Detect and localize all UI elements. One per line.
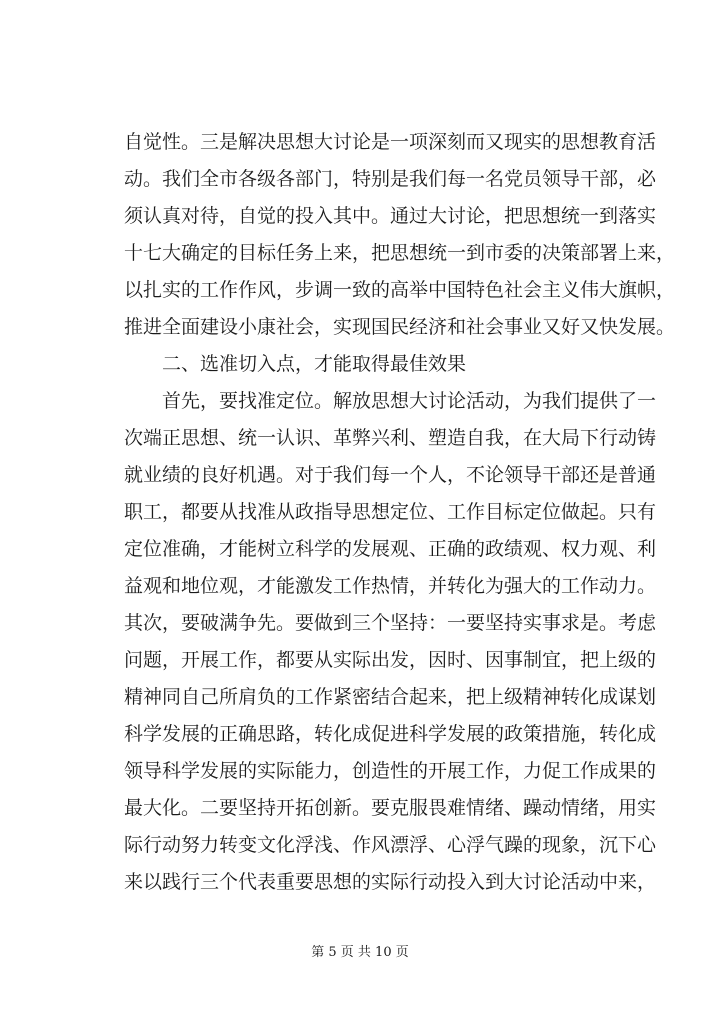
paragraph-line: 就业绩的良好机遇。对于我们每一个人，不论领导干部还是普通 bbox=[124, 464, 657, 486]
paragraph-line: 科学发展的正确思路，转化成促进科学发展的政策措施，转化成 bbox=[124, 723, 657, 745]
paragraph-line: 际行动努力转变文化浮浅、作风漂浮、心浮气躁的现象，沉下心 bbox=[124, 834, 657, 856]
section-heading: 二、选准切入点，才能取得最佳效果 bbox=[162, 353, 467, 375]
paragraph-line: 最大化。二要坚持开拓创新。要克服畏难情绪、躁动情绪，用实 bbox=[124, 797, 657, 819]
paragraph-line: 推进全面建设小康社会，实现国民经济和社会事业又好又快发展。 bbox=[124, 316, 676, 338]
paragraph-line: 十七大确定的目标任务上来，把思想统一到市委的决策部署上来， bbox=[124, 242, 676, 264]
paragraph-line: 须认真对待，自觉的投入其中。通过大讨论，把思想统一到落实 bbox=[124, 205, 657, 227]
paragraph-line: 动。我们全市各级各部门，特别是我们每一名党员领导干部，必 bbox=[124, 168, 657, 190]
page-footer: 第 5 页 共 10 页 bbox=[311, 945, 409, 960]
paragraph-line: 次端正思想、统一认识、革弊兴利、塑造自我，在大局下行动铸 bbox=[124, 427, 657, 449]
paragraph-line: 定位准确，才能树立科学的发展观、正确的政绩观、权力观、利 bbox=[124, 538, 657, 560]
paragraph-line: 精神同自己所肩负的工作紧密结合起来，把上级精神转化成谋划 bbox=[124, 686, 657, 708]
paragraph-line: 领导科学发展的实际能力，创造性的开展工作，力促工作成果的 bbox=[124, 760, 657, 782]
paragraph-first-line: 首先，要找准定位。解放思想大讨论活动，为我们提供了一 bbox=[162, 390, 657, 412]
paragraph-line: 以扎实的工作作风，步调一致的高举中国特色社会主义伟大旗帜， bbox=[124, 279, 676, 301]
paragraph-line: 自觉性。三是解决思想大讨论是一项深刻而又现实的思想教育活 bbox=[124, 131, 657, 153]
paragraph-line: 益观和地位观，才能激发工作热情，并转化为强大的工作动力。 bbox=[124, 575, 657, 597]
paragraph-line: 来以践行三个代表重要思想的实际行动投入到大讨论活动中来， bbox=[124, 871, 657, 893]
paragraph-line: 问题，开展工作，都要从实际出发，因时、因事制宜，把上级的 bbox=[124, 649, 657, 671]
paragraph-line: 职工，都要从找准从政指导思想定位、工作目标定位做起。只有 bbox=[124, 501, 657, 523]
paragraph-line: 其次，要破满争先。要做到三个坚持：一要坚持实事求是。考虑 bbox=[124, 612, 657, 634]
